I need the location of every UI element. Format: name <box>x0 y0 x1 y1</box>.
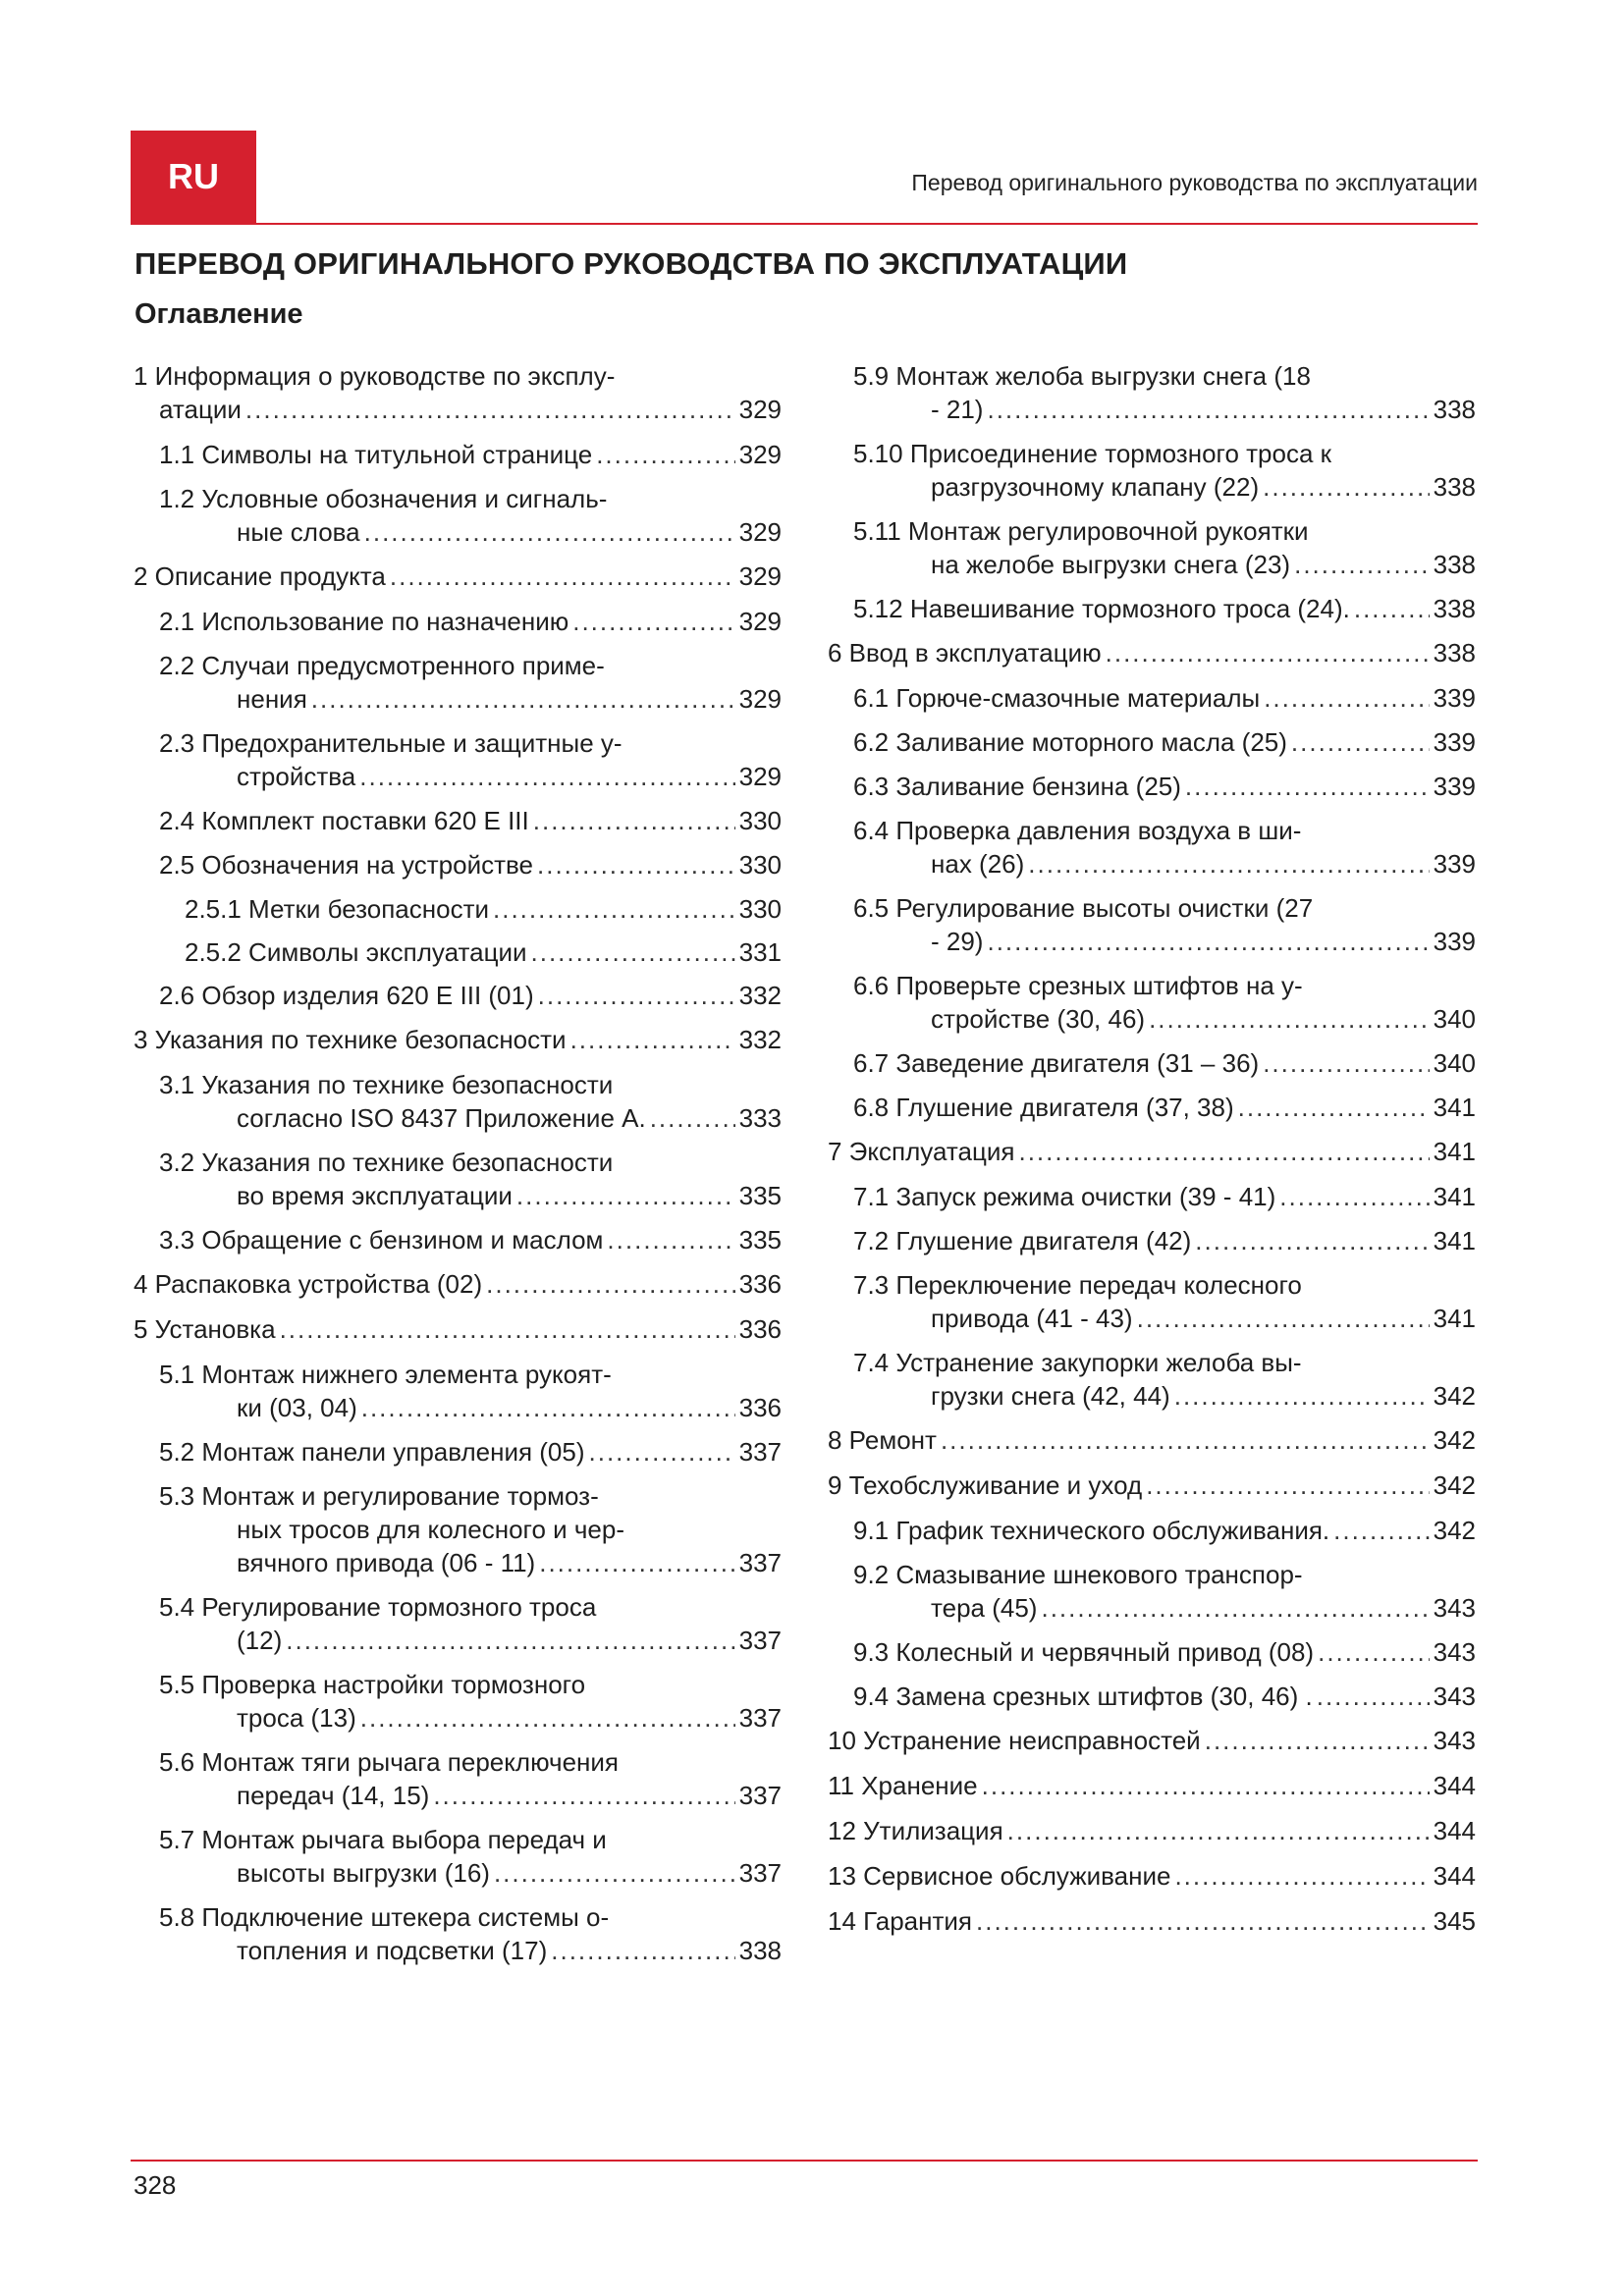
toc-entry-title: 5.7 Монтаж рычага выбора передач и <box>159 1825 607 1854</box>
toc-page-number: 338 <box>1433 594 1476 623</box>
toc-page-number: 330 <box>738 894 782 924</box>
toc-entry-title: тера (45) <box>931 1593 1038 1623</box>
dot-leader <box>1205 1724 1430 1757</box>
dot-leader <box>987 925 1429 958</box>
dot-leader <box>494 1856 735 1890</box>
dot-leader <box>1294 548 1430 581</box>
toc-page-number: 341 <box>1433 1182 1476 1211</box>
toc-entry[interactable] <box>134 1223 782 1256</box>
dot-leader <box>551 1934 734 1967</box>
toc-page-number: 343 <box>1433 1637 1476 1667</box>
toc-entry-title: 2.4 Комплект поставки 620 E III <box>159 806 529 835</box>
toc-entry[interactable] <box>134 1590 782 1657</box>
toc-entry-title: 2.5.2 Символы эксплуатации <box>185 937 527 967</box>
toc-page-number: 339 <box>1433 727 1476 757</box>
toc-entry-title: ки (03, 04) <box>237 1393 357 1422</box>
toc-entry-title: 9.4 Замена срезных штифтов (30, 46) . <box>853 1682 1313 1711</box>
toc-entry-title: 7.4 Устранение закупорки желоба вы- <box>853 1348 1302 1377</box>
toc-entry-title: разгрузочному клапану (22) <box>931 472 1260 502</box>
dot-leader <box>1007 1814 1430 1847</box>
dot-leader <box>1317 1680 1430 1713</box>
dot-leader <box>1291 725 1430 759</box>
toc-entry-title: 3.2 Указания по технике безопасности <box>159 1148 614 1177</box>
toc-page-number: 339 <box>1433 683 1476 713</box>
toc-entry[interactable] <box>828 1135 1476 1168</box>
toc-entry-title: 6.2 Заливание моторного масла (25) <box>853 727 1287 757</box>
toc-entry[interactable] <box>134 605 782 638</box>
dot-leader <box>533 804 735 837</box>
dot-leader <box>650 1101 735 1135</box>
toc-entry-title: 1.2 Условные обозначения и сигналь- <box>159 484 608 513</box>
toc-entry-title: грузки снега (42, 44) <box>931 1381 1170 1411</box>
dot-leader <box>982 1769 1430 1802</box>
toc-entry[interactable] <box>828 725 1476 759</box>
toc-entry-title: топления и подсветки (17) <box>237 1936 548 1965</box>
toc-entry-title: 2.5.1 Метки безопасности <box>185 894 489 924</box>
toc-entry-title: во время эксплуатации <box>237 1181 513 1210</box>
toc-entry-title: 7.2 Глушение двигателя (42) <box>853 1226 1192 1255</box>
toc-entry-title: 8 Ремонт <box>828 1425 937 1455</box>
toc-entry[interactable] <box>828 814 1476 881</box>
dot-leader <box>1195 1224 1429 1257</box>
toc-entry[interactable] <box>828 1859 1476 1893</box>
toc-page-number: 336 <box>738 1314 782 1344</box>
dot-leader <box>1263 470 1429 504</box>
toc-entry[interactable] <box>828 681 1476 715</box>
toc-entry[interactable] <box>828 1769 1476 1802</box>
dot-leader <box>1174 1379 1430 1413</box>
dot-leader <box>390 560 735 593</box>
toc-entry[interactable] <box>828 1814 1476 1847</box>
dot-leader <box>570 1023 735 1056</box>
toc-page-number: 335 <box>738 1225 782 1255</box>
toc-page-number: 331 <box>738 937 782 967</box>
toc-page-number: 335 <box>738 1181 782 1210</box>
toc-page-number: 342 <box>1433 1470 1476 1500</box>
toc-entry-title: 7 Эксплуатация <box>828 1137 1015 1166</box>
toc-entry-title: 3 Указания по технике безопасности <box>134 1025 567 1054</box>
toc-page-number: 345 <box>1433 1906 1476 1936</box>
dot-leader <box>360 1701 735 1735</box>
toc-page-number: 330 <box>738 806 782 835</box>
dot-leader <box>311 682 735 716</box>
toc-page-number: 343 <box>1433 1682 1476 1711</box>
toc-entry-title: 2.1 Использование по назначению <box>159 607 569 636</box>
toc-entry-title: стройстве (30, 46) <box>931 1004 1146 1034</box>
toc-entry[interactable] <box>828 969 1476 1036</box>
toc-entry[interactable] <box>134 804 782 837</box>
toc-heading: Оглавление <box>135 298 303 330</box>
toc-entry-title: 12 Утилизация <box>828 1816 1003 1845</box>
toc-entry[interactable] <box>134 935 782 969</box>
toc-entry[interactable] <box>828 1046 1476 1080</box>
toc-entry-title: 2.3 Предохранительные и защитные у- <box>159 728 623 758</box>
toc-page-number: 343 <box>1433 1726 1476 1755</box>
toc-entry[interactable] <box>134 482 782 549</box>
footer-divider <box>131 2160 1478 2162</box>
toc-entry-title: 6.7 Заведение двигателя (31 – 36) <box>853 1048 1260 1078</box>
toc-entry[interactable] <box>828 891 1476 958</box>
toc-entry-title: привода (41 - 43) <box>931 1304 1133 1333</box>
toc-entry[interactable] <box>828 1180 1476 1213</box>
document-title: ПЕРЕВОД ОРИГИНАЛЬНОГО РУКОВОДСТВА ПО ЭКСПЛУАТАЦИИ <box>135 246 1128 281</box>
toc-page-number: 329 <box>738 762 782 791</box>
toc-entry-title: 1.1 Символы на титульной странице <box>159 440 593 469</box>
toc-entry[interactable] <box>134 359 782 426</box>
toc-entry[interactable] <box>134 1745 782 1812</box>
toc-entry-title: троса (13) <box>237 1703 356 1733</box>
toc-entry-title: 14 Гарантия <box>828 1906 973 1936</box>
toc-entry[interactable] <box>134 1479 782 1579</box>
toc-entry-title: 2 Описание продукта <box>134 561 386 591</box>
toc-page-number: 339 <box>1433 849 1476 879</box>
toc-entry-title: 7.3 Переключение передач колесного <box>853 1270 1302 1300</box>
toc-page-number: 336 <box>738 1393 782 1422</box>
toc-entry-title: 3.1 Указания по технике безопасности <box>159 1070 614 1099</box>
toc-entry[interactable] <box>134 1358 782 1424</box>
toc-entry-title: 6.3 Заливание бензина (25) <box>853 772 1181 801</box>
dot-leader <box>1354 592 1430 625</box>
toc-page-number: 340 <box>1433 1048 1476 1078</box>
toc-entry-title: передач (14, 15) <box>237 1781 430 1810</box>
dot-leader <box>589 1435 735 1468</box>
dot-leader <box>1146 1468 1429 1502</box>
toc-entry[interactable] <box>828 1514 1476 1547</box>
toc-entry[interactable] <box>828 1423 1476 1457</box>
toc-entry-title: стройства <box>237 762 356 791</box>
toc-page-number: 333 <box>738 1103 782 1133</box>
toc-page-number: 338 <box>1433 395 1476 424</box>
toc-page-number: 336 <box>738 1269 782 1299</box>
toc-entry-title: 2.5 Обозначения на устройстве <box>159 850 533 880</box>
toc-entry-title: нах (26) <box>931 849 1025 879</box>
toc-entry-title: 5.12 Навешивание тормозного троса (24). <box>853 594 1350 623</box>
toc-entry-title: ных тросов для колесного и чер- <box>237 1515 625 1544</box>
toc-page-number: 344 <box>1433 1816 1476 1845</box>
toc-entry-title: 5.1 Монтаж нижнего элемента рукоят- <box>159 1360 612 1389</box>
dot-leader <box>1333 1514 1429 1547</box>
toc-entry[interactable] <box>134 1312 782 1346</box>
toc-entry-title: 5.3 Монтаж и регулирование тормоз- <box>159 1481 599 1511</box>
toc-entry[interactable] <box>134 1023 782 1056</box>
toc-entry-title: 1 Информация о руководстве по эксплу- <box>134 361 616 391</box>
toc-entry[interactable] <box>134 892 782 926</box>
toc-entry-title: 3.3 Обращение с бензином и маслом <box>159 1225 604 1255</box>
toc-entry[interactable] <box>828 1904 1476 1938</box>
toc-column-left <box>134 359 782 1978</box>
dot-leader <box>572 605 734 638</box>
dot-leader <box>280 1312 735 1346</box>
dot-leader <box>245 393 735 426</box>
dot-leader <box>1018 1135 1429 1168</box>
toc-entry[interactable] <box>134 1267 782 1301</box>
toc-page-number: 342 <box>1433 1516 1476 1545</box>
toc-entry-title: высоты выгрузки (16) <box>237 1858 490 1888</box>
dot-leader <box>1185 770 1430 803</box>
toc-entry-title: 2.6 Обзор изделия 620 E III (01) <box>159 981 534 1010</box>
toc-entry[interactable] <box>828 1468 1476 1502</box>
toc-entry[interactable] <box>828 1558 1476 1625</box>
toc-column-right <box>828 359 1476 1949</box>
toc-entry[interactable] <box>134 1668 782 1735</box>
toc-entry-title: нения <box>237 684 307 714</box>
dot-leader <box>361 1391 735 1424</box>
toc-page-number: 329 <box>738 517 782 547</box>
toc-entry-title: 5.9 Монтаж желоба выгрузки снега (18 <box>853 361 1311 391</box>
toc-page-number: 343 <box>1433 1593 1476 1623</box>
toc-page-number: 342 <box>1433 1381 1476 1411</box>
dot-leader <box>941 1423 1430 1457</box>
toc-page-number: 329 <box>738 684 782 714</box>
toc-entry[interactable] <box>828 1680 1476 1713</box>
toc-entry-title: 5.5 Проверка настройки тормозного <box>159 1670 586 1699</box>
toc-entry[interactable] <box>828 1346 1476 1413</box>
header-divider <box>131 223 1478 225</box>
toc-entry[interactable] <box>134 438 782 471</box>
toc-entry-title: 6.4 Проверка давления воздуха в ши- <box>853 816 1302 845</box>
dot-leader <box>1106 636 1430 669</box>
toc-page-number: 339 <box>1433 772 1476 801</box>
toc-entry[interactable] <box>134 848 782 881</box>
toc-entry-title: 6.5 Регулирование высоты очистки (27 <box>853 893 1314 923</box>
toc-entry-title: 6.8 Глушение двигателя (37, 38) <box>853 1093 1234 1122</box>
toc-entry-title: 5.8 Подключение штекера системы о- <box>159 1902 610 1932</box>
dot-leader <box>537 848 735 881</box>
toc-entry-title: вячного привода (06 - 11) <box>237 1548 536 1577</box>
toc-entry[interactable] <box>828 1268 1476 1335</box>
dot-leader <box>539 1546 734 1579</box>
toc-page-number: 341 <box>1433 1304 1476 1333</box>
toc-page-number: 338 <box>738 1936 782 1965</box>
dot-leader <box>1041 1591 1429 1625</box>
dot-leader <box>286 1624 734 1657</box>
toc-entry-title: на желобе выгрузки снега (23) <box>931 550 1291 579</box>
toc-page-number: 332 <box>738 981 782 1010</box>
toc-entry-title: 6.1 Горюче-смазочные материалы <box>853 683 1261 713</box>
toc-page-number: 344 <box>1433 1771 1476 1800</box>
dot-leader <box>364 515 735 549</box>
dot-leader <box>1174 1859 1429 1893</box>
toc-page-number: 337 <box>738 1626 782 1655</box>
running-header-title: Перевод оригинального руководства по эксплуатации <box>911 170 1478 195</box>
toc-page-number: 338 <box>1433 638 1476 667</box>
toc-entry-title: 5.6 Монтаж тяги рычага переключения <box>159 1747 619 1777</box>
toc-page-number: 340 <box>1433 1004 1476 1034</box>
toc-entry[interactable] <box>828 592 1476 625</box>
toc-entry[interactable] <box>134 1068 782 1135</box>
dot-leader <box>1318 1635 1430 1669</box>
toc-entry-title: 5.11 Монтаж регулировочной рукоятки <box>853 516 1309 546</box>
toc-entry-title: атации <box>159 395 242 424</box>
toc-entry[interactable] <box>828 437 1476 504</box>
dot-leader <box>1263 1046 1429 1080</box>
toc-entry-title: 5.2 Монтаж панели управления (05) <box>159 1437 585 1467</box>
dot-leader <box>1028 847 1429 881</box>
toc-entry-title: 13 Сервисное обслуживание <box>828 1861 1171 1891</box>
toc-page-number: 341 <box>1433 1137 1476 1166</box>
toc-entry-title: 6.6 Проверьте срезных штифтов на у- <box>853 971 1303 1000</box>
toc-page-number: 338 <box>1433 472 1476 502</box>
toc-entry[interactable] <box>828 359 1476 426</box>
dot-leader <box>976 1904 1430 1938</box>
toc-entry-title: 5.4 Регулирование тормозного троса <box>159 1592 597 1622</box>
toc-page-number: 329 <box>738 440 782 469</box>
toc-page-number: 330 <box>738 850 782 880</box>
language-badge: RU <box>131 131 256 223</box>
toc-page-number: 338 <box>1433 550 1476 579</box>
toc-entry-title: - 21) <box>931 395 984 424</box>
dot-leader <box>531 935 735 969</box>
dot-leader <box>493 892 735 926</box>
toc-entry-title: согласно ISO 8437 Приложение A. <box>237 1103 646 1133</box>
dot-leader <box>1149 1002 1430 1036</box>
toc-entry-title: 2.2 Случаи предусмотренного приме- <box>159 651 605 680</box>
toc-entry-title: - 29) <box>931 927 984 956</box>
dot-leader <box>1238 1091 1430 1124</box>
toc-entry[interactable] <box>134 560 782 593</box>
toc-page-number: 332 <box>738 1025 782 1054</box>
dot-leader <box>516 1179 735 1212</box>
toc-page-number: 337 <box>738 1548 782 1577</box>
toc-entry-title: 5 Установка <box>134 1314 276 1344</box>
toc-entry-title: 5.10 Присоединение тормозного троса к <box>853 439 1332 468</box>
dot-leader <box>433 1779 734 1812</box>
toc-entry[interactable] <box>828 1635 1476 1669</box>
dot-leader <box>1279 1180 1429 1213</box>
dot-leader <box>538 979 735 1012</box>
toc-entry-title: 4 Распаковка устройства (02) <box>134 1269 483 1299</box>
toc-entry-title: 7.1 Запуск режима очистки (39 - 41) <box>853 1182 1276 1211</box>
toc-entry[interactable] <box>134 1146 782 1212</box>
toc-entry[interactable] <box>828 1091 1476 1124</box>
toc-entry-title: (12) <box>237 1626 283 1655</box>
toc-entry[interactable] <box>828 636 1476 669</box>
toc-entry-title: 9.3 Колесный и червячный привод (08) <box>853 1637 1315 1667</box>
page-number: 328 <box>134 2170 177 2200</box>
toc-page-number: 329 <box>738 561 782 591</box>
toc-page-number: 342 <box>1433 1425 1476 1455</box>
dot-leader <box>987 393 1429 426</box>
toc-entry-title: 11 Хранение <box>828 1771 978 1800</box>
toc-page-number: 337 <box>738 1703 782 1733</box>
toc-entry-title: 9.1 График технического обслуживания. <box>853 1516 1330 1545</box>
dot-leader <box>486 1267 734 1301</box>
toc-page-number: 341 <box>1433 1226 1476 1255</box>
toc-entry[interactable] <box>134 979 782 1012</box>
toc-entry[interactable] <box>828 514 1476 581</box>
toc-page-number: 337 <box>738 1437 782 1467</box>
toc-entry-title: 6 Ввод в эксплуатацию <box>828 638 1102 667</box>
dot-leader <box>607 1223 734 1256</box>
toc-entry-title: ные слова <box>237 517 360 547</box>
toc-entry[interactable] <box>828 770 1476 803</box>
dot-leader <box>359 760 734 793</box>
toc-entry-title: 9.2 Смазывание шнекового транспор- <box>853 1560 1303 1589</box>
dot-leader <box>596 438 734 471</box>
toc-entry-title: 10 Устранение неисправностей <box>828 1726 1201 1755</box>
toc-page-number: 337 <box>738 1781 782 1810</box>
toc-entry[interactable] <box>134 1900 782 1967</box>
toc-page-number: 339 <box>1433 927 1476 956</box>
dot-leader <box>1264 681 1429 715</box>
toc-entry[interactable] <box>828 1224 1476 1257</box>
toc-page-number: 344 <box>1433 1861 1476 1891</box>
toc-entry[interactable] <box>134 726 782 793</box>
toc-page-number: 341 <box>1433 1093 1476 1122</box>
toc-entry[interactable] <box>828 1724 1476 1757</box>
toc-page-number: 337 <box>738 1858 782 1888</box>
toc-page-number: 329 <box>738 395 782 424</box>
toc-entry[interactable] <box>134 1823 782 1890</box>
toc-entry-title: 9 Техобслуживание и уход <box>828 1470 1143 1500</box>
toc-entry[interactable] <box>134 649 782 716</box>
dot-leader <box>1137 1302 1430 1335</box>
toc-page-number: 329 <box>738 607 782 636</box>
toc-entry[interactable] <box>134 1435 782 1468</box>
